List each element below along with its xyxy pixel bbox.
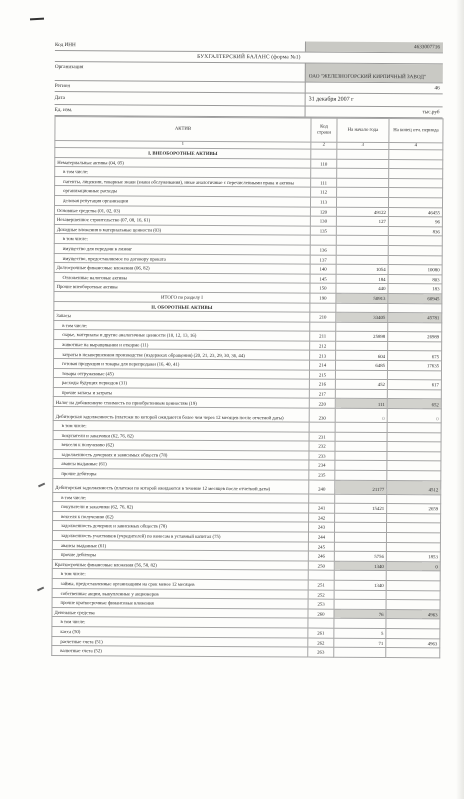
row-code: 211 — [310, 331, 336, 341]
col-number-3: 3 — [337, 142, 389, 149]
row-value-start: 127 — [336, 216, 388, 226]
row-name: задолженность участников (учредителей) по взносам в уставный капитал (75) — [52, 530, 308, 541]
row-value-start — [337, 149, 389, 159]
row-name: в том числе: — [53, 421, 309, 432]
row-name: задолженность дочерних и зависимых обществ (78) — [53, 521, 309, 532]
row-value-end: 617 — [387, 380, 441, 390]
row-name: имущество, предоставляемое по договору проката — [54, 253, 310, 264]
row-code: 112 — [311, 187, 337, 197]
row-value-start — [336, 197, 388, 207]
row-value-start — [334, 571, 386, 581]
row-code: 262 — [308, 638, 334, 648]
row-value-end — [388, 255, 442, 265]
row-value-end: 45781 — [388, 313, 442, 323]
row-value-start — [336, 322, 388, 332]
row-name: займы, предоставленные организациям на срок менее 12 месяцев — [52, 578, 308, 589]
row-value-end: 17635 — [387, 361, 441, 371]
date-label: Дата — [54, 94, 66, 102]
row-value-end — [386, 619, 440, 629]
row-name: Краткосрочные финансовые вложения (56, 58, 82) — [52, 559, 308, 570]
row-code: 220 — [309, 398, 335, 408]
row-code: 190 — [310, 293, 336, 303]
row-code: 241 — [309, 503, 335, 513]
row-value-start — [334, 647, 386, 657]
row-code — [311, 168, 337, 178]
row-code: 246 — [308, 551, 334, 561]
row-value-end — [387, 471, 441, 481]
row-code: 242 — [309, 513, 335, 523]
row-value-end: 60945 — [388, 293, 442, 303]
row-name: имущество для передачи в лизинг — [54, 243, 310, 254]
row-code: 235 — [309, 470, 335, 480]
row-name: векселя к получению (62) — [53, 511, 309, 522]
row-value-end — [389, 188, 443, 198]
row-value-end: 652 — [387, 399, 441, 409]
row-value-start — [334, 619, 386, 629]
row-value-end — [387, 513, 441, 523]
row-name: прочие запасы и затраты — [53, 387, 309, 398]
unit-value: тыс.руб — [305, 107, 443, 118]
row-value-start — [334, 523, 386, 533]
row-name: Дебиторская задолженность (платежи по которой ожидаются более чем через 12 месяцев после отчетной даты) — [53, 407, 309, 423]
row-value-end — [388, 236, 442, 246]
row-name: сырье, материалы и другие аналогичные ценности (10, 12, 13, 16) — [54, 330, 310, 341]
row-value-start — [335, 441, 387, 451]
row-value-end: 836 — [388, 226, 442, 236]
row-name: животные на выращивании и откорме (11) — [54, 339, 310, 350]
row-code: 231 — [309, 432, 335, 442]
row-value-end: 2659 — [387, 504, 441, 514]
row-code: 251 — [308, 580, 334, 590]
row-value-start: 25898 — [336, 332, 388, 342]
row-name: патенты, лицензии, товарные знаки (знаки обслуживания), иные аналогичные с перечисленными права и активы — [55, 176, 311, 187]
inn-label: Код ИНН — [54, 41, 76, 49]
row-code: 253 — [308, 599, 334, 609]
row-code: 215 — [309, 370, 335, 380]
row-code — [310, 235, 336, 245]
row-name: Долгосрочные финансовые вложения (06, 82) — [54, 263, 310, 274]
balance-sheet-page — [51, 40, 443, 658]
row-value-end: 803 — [388, 274, 442, 284]
row-name: покупатели и заказчики (62, 76, 82) — [53, 502, 309, 513]
row-value-end — [386, 571, 440, 581]
row-code: 250 — [308, 561, 334, 571]
row-code: 245 — [308, 542, 334, 552]
row-value-end — [388, 245, 442, 255]
row-value-start — [336, 236, 388, 246]
row-value-end — [387, 461, 441, 471]
row-value-end — [386, 533, 440, 543]
row-value-start — [334, 599, 386, 609]
row-value-start — [335, 422, 387, 432]
col-number-2: 2 — [311, 142, 337, 149]
row-value-end — [389, 159, 443, 169]
row-code: 110 — [311, 159, 337, 169]
row-value-end: 46455 — [388, 207, 442, 217]
row-value-start — [337, 188, 389, 198]
row-value-start — [335, 389, 387, 399]
row-code: 233 — [309, 451, 335, 461]
row-name: Нематериальные активы (04, 05) — [55, 157, 311, 168]
balance-table — [51, 116, 443, 658]
row-code: 111 — [311, 178, 337, 188]
row-name: прочие краткосрочные финансовые вложения — [52, 598, 308, 609]
row-value-end — [386, 523, 440, 533]
row-value-end: 675 — [388, 351, 442, 361]
row-name: в том числе: — [52, 617, 308, 628]
row-name: в том числе: — [54, 320, 310, 331]
row-name: авансы выданные (61) — [53, 459, 309, 470]
col-header-asset: АКТИВ — [55, 117, 311, 143]
row-value-start — [336, 303, 388, 313]
region-label: Регион — [54, 82, 71, 90]
row-value-end: 4963 — [386, 609, 440, 619]
row-value-start — [335, 370, 387, 380]
row-name: Доходные вложения в материальные ценности (03) — [54, 224, 310, 235]
row-value-end: 1853 — [386, 552, 440, 562]
row-value-end — [388, 322, 442, 332]
balance-table-body — [52, 117, 443, 658]
row-name: расчетные счета (51) — [52, 636, 308, 647]
row-value-end — [389, 150, 443, 160]
row-name: товары отгруженные (45) — [53, 368, 309, 379]
row-value-start: 604 — [336, 351, 388, 361]
row-code: 260 — [308, 609, 334, 619]
row-value-end — [387, 389, 441, 399]
row-value-start: 440 — [336, 284, 388, 294]
row-code: 230 — [309, 408, 335, 422]
row-name: прочие дебиторы — [52, 550, 308, 561]
row-code: 244 — [308, 532, 334, 542]
row-value-end: 4963 — [386, 638, 440, 648]
row-name: покупатели и заказчики (62, 76, 82) — [53, 430, 309, 441]
row-name: ИТОГО по разделу I — [54, 291, 310, 302]
row-name: Запасы — [54, 311, 310, 322]
row-value-start: 5 — [334, 628, 386, 638]
row-name: собственные акции, выкупленные у акционеров — [52, 588, 308, 599]
row-value-start: 0 — [335, 408, 387, 422]
org-label: Организация — [54, 63, 84, 71]
row-code: 140 — [310, 264, 336, 274]
row-name: авансы выданные (61) — [52, 540, 308, 551]
org-value: ОАО "ЖЕЛЕЗНОГОРСКИЙ КИРПИЧНЫЙ ЗАВОД" — [305, 64, 443, 83]
row-value-end — [386, 600, 440, 610]
row-value-start — [337, 168, 389, 178]
row-value-end: 183 — [388, 284, 442, 294]
row-value-start: 76 — [334, 609, 386, 619]
row-value-end — [387, 494, 441, 504]
row-code: 234 — [309, 460, 335, 470]
col-number-4: 4 — [389, 143, 443, 150]
row-code — [309, 494, 335, 504]
row-code — [308, 618, 334, 628]
row-name: в том числе: — [55, 167, 311, 178]
scan-edge-shadow — [456, 0, 464, 799]
row-value-end — [386, 580, 440, 590]
row-value-start: 111 — [335, 399, 387, 409]
row-value-start — [335, 451, 387, 461]
row-value-start — [337, 159, 389, 169]
row-code: 113 — [310, 197, 336, 207]
row-name: организационные расходы — [55, 186, 311, 197]
row-code — [309, 422, 335, 432]
row-value-start: 33405 — [336, 312, 388, 322]
row-value-start — [335, 432, 387, 442]
table-header-row — [55, 117, 443, 143]
org-row — [55, 62, 443, 83]
row-code: 214 — [309, 360, 335, 370]
row-value-start: 21177 — [335, 480, 387, 494]
unit-label: Ед. изм. — [54, 106, 73, 114]
row-value-start: 452 — [335, 379, 387, 389]
row-value-end: 0 — [387, 409, 441, 423]
row-value-end: 4512 — [387, 480, 441, 494]
row-value-end — [389, 178, 443, 188]
row-code: 135 — [310, 226, 336, 236]
row-value-end: 26989 — [388, 332, 442, 342]
row-value-start: 15421 — [335, 503, 387, 513]
row-value-start — [335, 461, 387, 471]
row-code: 150 — [310, 283, 336, 293]
row-value-start — [337, 178, 389, 188]
row-value-start: 5756 — [334, 551, 386, 561]
row-code: 252 — [308, 590, 334, 600]
row-value-start — [334, 590, 386, 600]
row-name: расходы будущих периодов (31) — [53, 378, 309, 389]
row-value-end — [388, 198, 442, 208]
row-code: 136 — [310, 245, 336, 255]
row-value-end — [386, 628, 440, 638]
row-name: Основные средства (01, 02, 03) — [54, 205, 310, 216]
row-name: векселя к получению (62) — [53, 440, 309, 451]
region-value: 46 — [305, 83, 443, 94]
row-code: 263 — [308, 647, 334, 657]
row-name: задолженность дочерних и зависимых обществ (78) — [53, 449, 309, 460]
row-code: 243 — [308, 522, 334, 532]
row-value-start: 1054 — [336, 264, 388, 274]
inn-value: 4633007716 — [305, 42, 443, 53]
row-code — [308, 570, 334, 580]
row-name: в том числе: — [54, 234, 310, 245]
row-name: Дебиторская задолженность (платежи по которой ожидаются в течение 12 месяцев после отчетной даты) — [53, 478, 309, 494]
pen-mark — [38, 483, 45, 487]
row-value-end: 10080 — [388, 265, 442, 275]
row-value-end — [388, 303, 442, 313]
row-code: 261 — [308, 628, 334, 638]
col-header-code: Код строки — [311, 118, 337, 142]
row-value-end: 96 — [388, 217, 442, 227]
row-code: 217 — [309, 389, 335, 399]
row-name: прочие дебиторы — [53, 468, 309, 479]
row-value-start: 6485 — [335, 360, 387, 370]
row-name: валютные счета (52) — [52, 646, 308, 657]
row-value-end — [387, 370, 441, 380]
col-header-end: На конец отч. периода — [389, 119, 443, 143]
row-name: Незавершенное строительство (07, 08, 16, 61) — [54, 215, 310, 226]
row-name: готовая продукция и товары для перепродажи (16, 40, 41) — [53, 359, 309, 370]
row-value-start — [336, 226, 388, 236]
row-value-start — [335, 494, 387, 504]
row-code: 240 — [309, 480, 335, 494]
row-name: затраты в незавершенном производстве (издержках обращения) (20, 21, 23, 29, 30, 36, 44) — [54, 349, 310, 360]
row-value-end: 0 — [386, 561, 440, 571]
row-value-start: 50913 — [336, 293, 388, 303]
row-name: Отложенные налоговые активы — [54, 272, 310, 283]
row-name: касса (50) — [52, 626, 308, 637]
row-code — [310, 303, 336, 313]
row-value-start: 49122 — [336, 207, 388, 217]
row-name: Налог на добавленную стоимость по приобретенным ценностям (19) — [53, 397, 309, 408]
row-value-start — [336, 341, 388, 351]
row-code: 232 — [309, 441, 335, 451]
table-row — [52, 646, 440, 658]
row-code: 130 — [310, 216, 336, 226]
row-name: в том числе: — [52, 569, 308, 580]
row-value-end — [389, 169, 443, 179]
row-value-end — [387, 442, 441, 452]
row-value-start: 71 — [334, 638, 386, 648]
row-code — [310, 322, 336, 332]
row-value-end — [387, 451, 441, 461]
row-code: 216 — [309, 379, 335, 389]
row-value-start — [335, 470, 387, 480]
row-value-start — [335, 513, 387, 523]
col-number-1: 1 — [55, 141, 311, 150]
row-name: II. ОБОРОТНЫЕ АКТИВЫ — [54, 301, 310, 312]
row-code: 137 — [310, 255, 336, 265]
row-value-end — [386, 648, 440, 658]
pen-mark — [37, 587, 44, 591]
row-value-start — [334, 542, 386, 552]
row-name: Прочие внеоборотные активы — [54, 282, 310, 293]
row-name: I. ВНЕОБОРОТНЫЕ АКТИВЫ — [55, 148, 311, 159]
row-value-start — [336, 255, 388, 265]
row-name: Денежные средства — [52, 607, 308, 618]
row-value-start — [334, 532, 386, 542]
col-header-start: На начало года — [337, 118, 389, 142]
date-value: 31 декабря 2007 г — [305, 94, 443, 107]
row-value-start: 1340 — [334, 561, 386, 571]
row-value-end — [387, 423, 441, 433]
row-code: 145 — [310, 274, 336, 284]
row-value-start: 1340 — [334, 580, 386, 590]
scan-mark — [30, 18, 44, 21]
row-value-start — [336, 245, 388, 255]
row-value-end — [386, 590, 440, 600]
row-value-start: 184 — [336, 274, 388, 284]
row-name: в том числе: — [53, 492, 309, 503]
row-value-end — [388, 341, 442, 351]
form-title: БУХГАЛТЕРСКИЙ БАЛАНС (форма №1) — [55, 51, 443, 64]
row-code: 213 — [310, 351, 336, 361]
row-code: 210 — [310, 312, 336, 322]
row-value-end — [387, 432, 441, 442]
row-code: 212 — [310, 341, 336, 351]
row-name: деловая репутация организации — [54, 195, 310, 206]
row-code: 120 — [310, 207, 336, 217]
row-value-end — [386, 542, 440, 552]
row-code — [311, 149, 337, 159]
